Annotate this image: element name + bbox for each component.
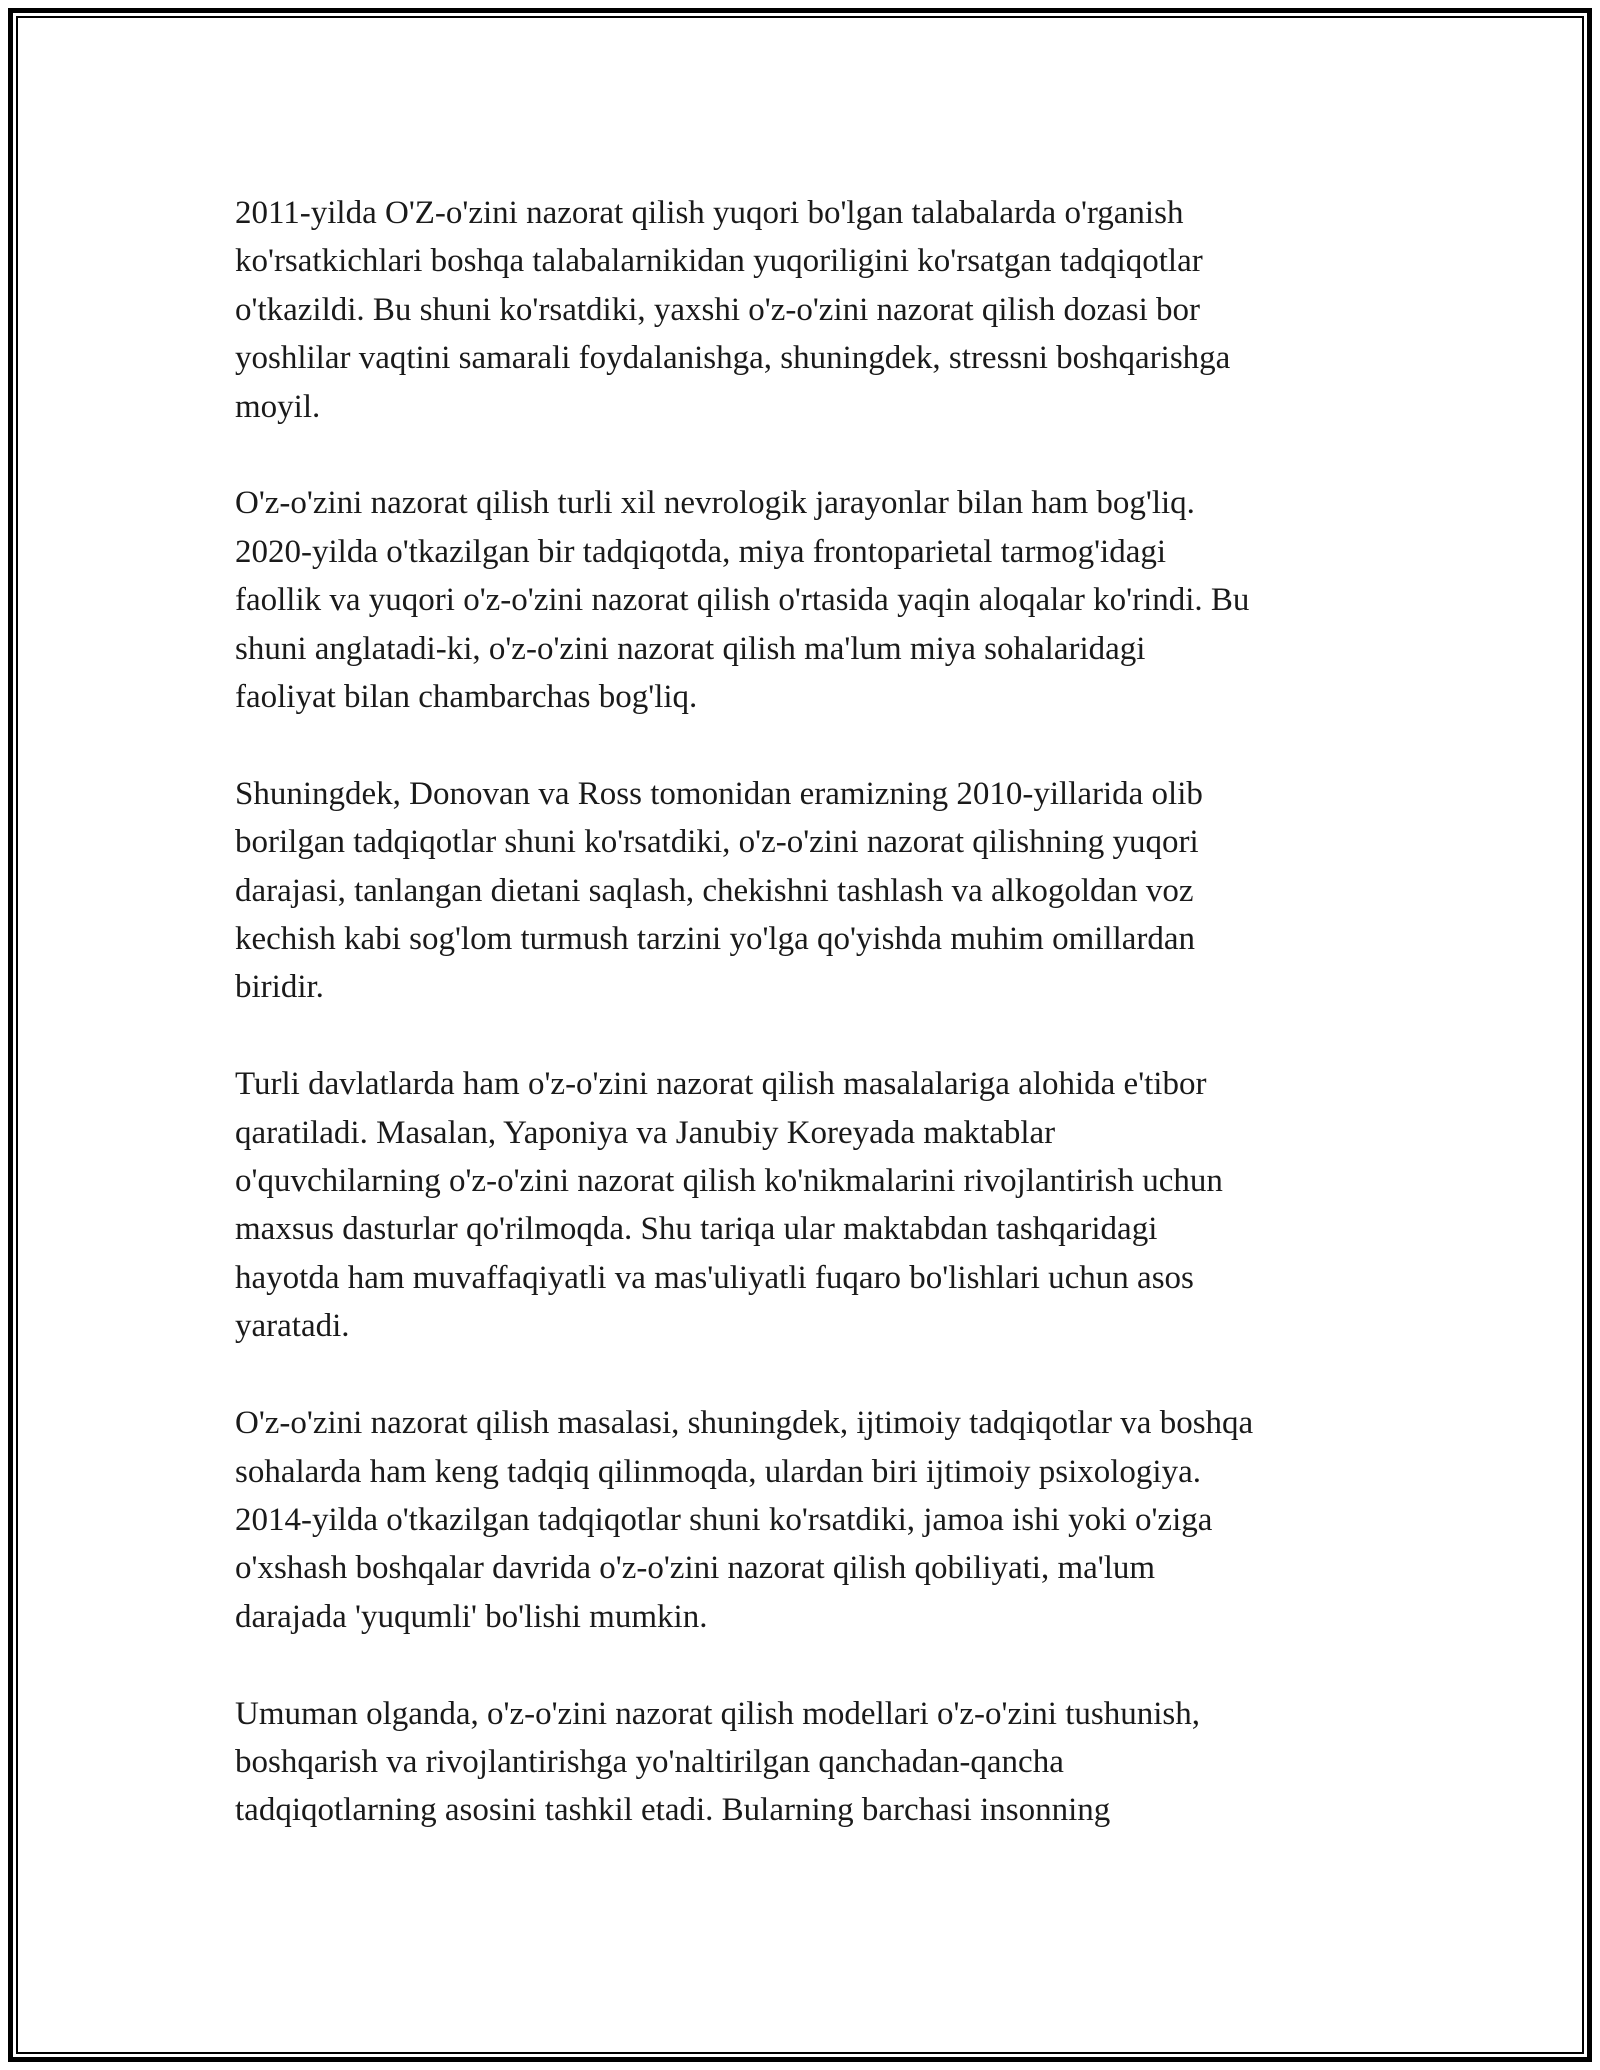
paragraph-6: Umuman olganda, o'z-o'zini nazorat qilish modellari o'z-o'zini tushunish, boshqarish va rivojlantirishga yo'naltirilgan qanchadan-qancha tadqiqotlarning asosini tashkil etadi. Bularning barchasi insonning xyxy=(235,1695,1200,1829)
paragraph-2: O'z-o'zini nazorat qilish turli xil nevrologik jarayonlar bilan ham bog'liq. 2020-yilda o'tkazilgan bir tadqiqotda, miya frontoparietal tarmog'idagi faollik va yuqori o'z-o'zini nazorat qilish o'rtasida yaqin aloqalar ko'rindi. Bu shuni anglatadi-ki, o'z-o'zini nazorat qilish ma'lum miya sohalaridagi faoliyat bilan chambarchas bog'liq. xyxy=(235,485,1250,716)
paragraph-4: Turli davlatlarda ham o'z-o'zini nazorat qilish masalalariga alohida e'tibor qaratiladi. Masalan, Yaponiya va Janubiy Koreyada maktablar o'quvchilarning o'z-o'zini nazorat qilish ko'nikmalarini rivojlantirish uchun maxsus dasturlar qo'rilmoqda. Shu tariqa ular maktabdan tashqaridagi hayotda ham muvaffaqiyatli va mas'uliyatli fuqaro bo'lishlari uchun asos yaratadi. xyxy=(235,1066,1223,1345)
paragraph-3: Shuningdek, Donovan va Ross tomonidan eramizning 2010-yillarida olib borilgan tadqiqotlar shuni ko'rsatdiki, o'z-o'zini nazorat qilishning yuqori darajasi, tanlangan dietani saqlash, chekishni tashlash va alkogoldan voz kechish kabi sog'lom turmush tarzini yo'lga qo'yishda muhim omillardan biridir. xyxy=(235,775,1203,1006)
paragraph-5: O'z-o'zini nazorat qilish masalasi, shuningdek, ijtimoiy tadqiqotlar va boshqa sohalarda ham keng tadqiq qilinmoqda, ulardan biri ijtimoiy psixologiya. 2014-yilda o'tkazilgan tadqiqotlar shuni ko'rsatdiki, jamoa ishi yoki o'ziga o'xshash boshqalar davrida o'z-o'zini nazorat qilish qobiliyati, ma'lum darajada 'yuqumli' bo'lishi mumkin. xyxy=(235,1405,1254,1635)
document-body xyxy=(235,189,1370,1883)
paragraph-1: 2011-yilda O'Z-o'zini nazorat qilish yuqori bo'lgan talabalarda o'rganish ko'rsatkichlari boshqa talabalarnikidan yuqoriligini ko'rsatgan tadqiqotlar o'tkazildi. Bu shuni ko'rsatdiki, yaxshi o'z-o'zini nazorat qilish dozasi bor yoshlilar vaqtini samarali foydalanishga, shuningdek, stressni boshqarishga moyil. xyxy=(235,195,1231,425)
